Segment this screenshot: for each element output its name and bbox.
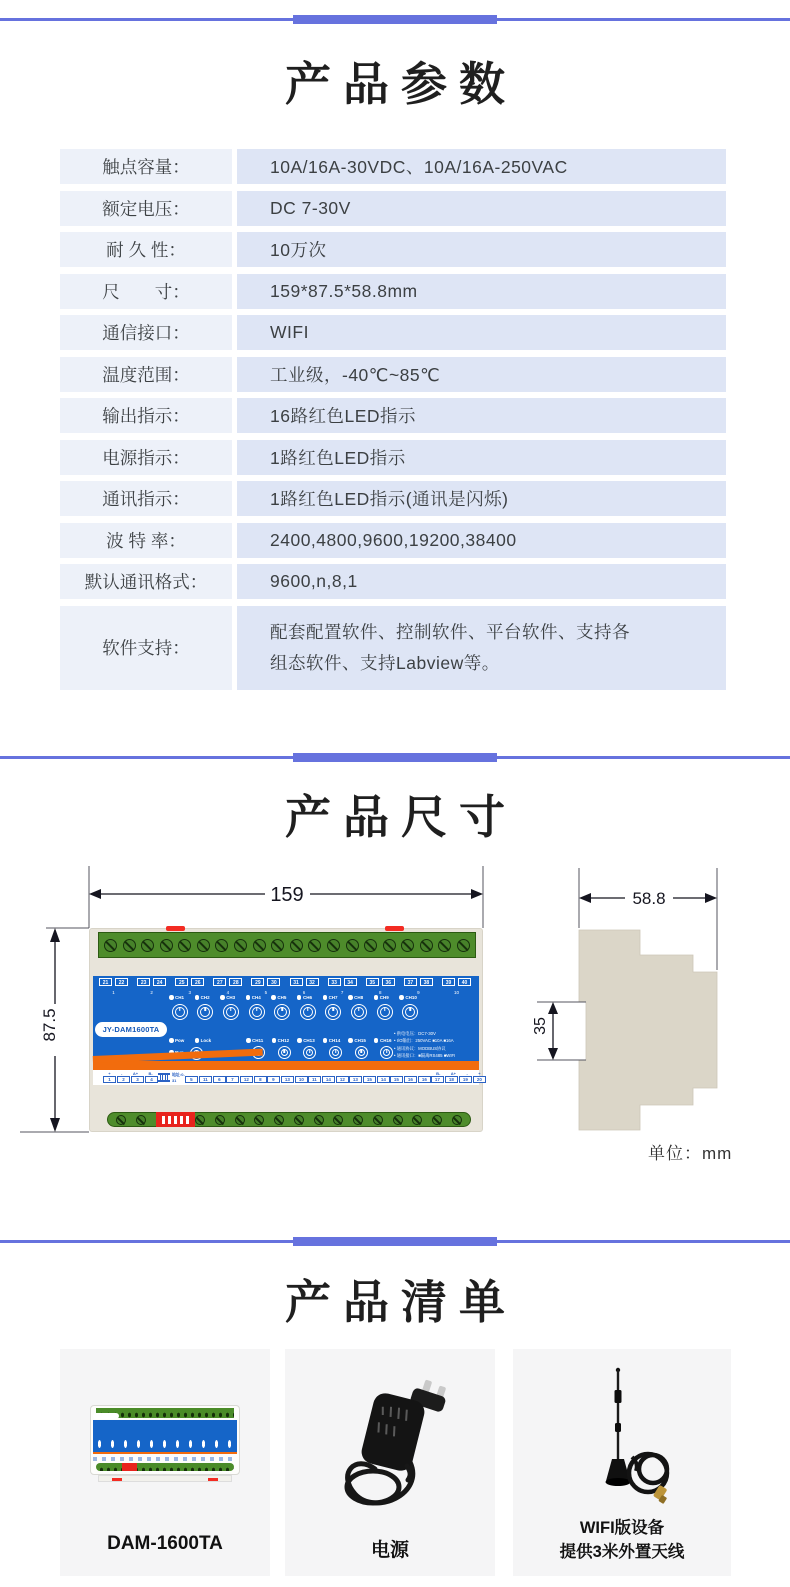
side-width-label: 58.8 [632,889,666,908]
channel-led [271,995,297,1000]
spec-row-value-text: 10万次 [270,240,327,260]
led-label: CH10 [405,995,417,1000]
channel-led [169,995,195,1000]
terminal-number: 18 [445,1076,458,1083]
relay-group-number: 8 [379,990,382,995]
terminal-pair [137,978,166,995]
spec-row [60,606,726,690]
spec-row-label: 波 特 率： [60,523,232,558]
terminal-number: 23 [137,978,150,986]
channel-led [348,995,374,1000]
screw-icon [215,1115,225,1125]
spec-row-value-text: 工业级，-40℃~85℃ [270,364,441,385]
terminal-number: 39 [442,978,455,986]
spec-row-value-text: 159*87.5*58.8mm [270,280,418,301]
screw-icon [452,1115,462,1125]
channel-led [220,995,246,1000]
channel-button-row-bottom [246,1046,400,1059]
led-label: CH3 [226,995,236,1000]
led-dot-icon [399,995,404,1000]
info-line: • 供电电压：DC7-30V [394,1031,436,1036]
led-dot-icon [374,995,379,1000]
terminal-polarity-label: A+ [132,1071,139,1076]
terminal-number: 14 [322,1076,335,1083]
led-dot-icon [348,995,353,1000]
spec-row-value [237,564,726,599]
terminal-number: 26 [191,978,204,986]
led-label: CH7 [328,995,338,1000]
spec-row-value [237,481,726,516]
terminal-pair [213,978,242,995]
led-dot-icon [323,995,328,1000]
side-rail-label: 35 [532,1017,549,1035]
terminal-number: 24 [153,978,166,986]
terminal-polarity-label: + [108,1071,111,1076]
terminal-number: 13 [281,1076,294,1083]
spec-row-value-text: 16路红色LED指示 [270,406,417,426]
spec-row [60,481,726,516]
terminal-number: 21 [99,978,112,986]
spec-info-block [394,1030,478,1059]
terminal-polarity-label: B- [436,1071,441,1076]
led-dot-icon [348,1038,353,1043]
channel-led [348,1038,374,1043]
channel-led [272,1038,298,1043]
screw-icon [136,1115,146,1125]
terminal-number: 5 [185,1076,198,1083]
led-dot-icon [246,1038,251,1043]
spec-row-value [237,440,726,475]
dip-switch-icon [156,1112,195,1127]
dip-switch-icon [158,1073,170,1082]
spec-row [60,274,726,309]
channel-led [374,995,400,1000]
spec-row [60,357,726,392]
channel-led [246,1038,272,1043]
led-dot-icon [169,1038,174,1043]
led-label: CH4 [251,995,261,1000]
led-dot-icon [272,1038,277,1043]
front-panel [93,976,479,1062]
led-dot-icon [297,995,302,1000]
product-name-line1: WIFI版设备 [579,1519,665,1537]
info-line: • 通讯协议：MODBUS协议 [394,1045,446,1051]
screw-icon [373,1115,383,1125]
terminal-number: 7 [226,1076,239,1083]
power-button-icon [303,1046,316,1059]
led-label: CH2 [200,995,210,1000]
terminal-number: 16 [418,1076,431,1083]
power-button-icon [223,1004,239,1020]
spec-row-value [237,398,726,433]
screw-icon [141,939,154,952]
led-dot-icon [323,1038,328,1043]
screw-icon [254,1115,264,1125]
led-dot-icon [195,1038,200,1043]
terminal-number: 14 [377,1076,390,1083]
terminal-pair [290,978,319,995]
terminal-number: 12 [240,1076,253,1083]
terminal-number: 13 [349,1076,362,1083]
power-button-icon [351,1004,367,1020]
relay-group-number: 3 [188,990,191,995]
led-dot-icon [195,995,200,1000]
spec-row-value [237,232,726,267]
terminal-pair [99,978,128,995]
section-divider [0,18,790,21]
led-label: Lock [200,1038,212,1043]
front-height-label: 87.5 [40,1008,59,1042]
screw-icon [327,939,340,952]
model-label: JY-DAM1600TA [95,1022,167,1037]
screw-icon [383,939,396,952]
led-label: CH12 [277,1038,290,1043]
button-slot [193,1004,219,1020]
button-slot [348,1046,374,1059]
terminal-pair [442,978,471,995]
button-slot [269,1004,295,1020]
button-slot [218,1004,244,1020]
spec-row-value-text: WIFI [270,322,309,342]
product-name: 电源 [370,1540,409,1561]
led-label: CH8 [354,995,364,1000]
spec-row [60,398,726,433]
relay-group-number: 10 [453,990,459,995]
power-button-icon [377,1004,393,1020]
product-card-antenna [513,1349,731,1576]
terminal-polarity-label: A+ [450,1071,457,1076]
spec-row-label: 软件支持： [60,606,232,690]
led-label: CH11 [252,1038,264,1043]
divider-accent-bar [293,15,497,24]
screw-icon [234,939,247,952]
power-button-icon [197,1004,213,1020]
terminal-number: 40 [458,978,471,986]
terminal-number: 32 [306,978,319,986]
screw-icon [116,1115,126,1125]
screw-icon [412,1115,422,1125]
relay-group-number: 1 [112,990,115,995]
terminal-number: 6 [213,1076,226,1083]
terminal-label-strip [93,1070,482,1085]
screw-icon [438,939,451,952]
side-profile-shape [579,930,717,1130]
terminal-number: 37 [404,978,417,986]
page-title-params: 产品参数 [285,58,517,110]
screw-icon [178,939,191,952]
channel-button-row-top [167,1004,423,1020]
led-label: CH16 [379,1038,392,1043]
led-label: CH6 [302,995,312,1000]
terminal-group [390,1076,431,1083]
unit-label: 单位：mm [648,1144,733,1163]
product-card-module [60,1349,270,1576]
terminal-number: 16 [404,1076,417,1083]
screw-icon [314,1115,324,1125]
led-label: CH1 [175,995,185,1000]
relay-group-number: 5 [264,990,268,995]
channel-led [297,995,323,1000]
spec-row-label: 默认通讯格式： [60,564,232,599]
spec-row [60,564,726,599]
screw-icon [235,1115,245,1125]
terminal-number: 20 [473,1076,486,1083]
relay-group-number: 2 [150,990,153,995]
terminal-number: 17 [431,1076,444,1083]
device-front-view [89,928,483,1132]
button-slot [272,1046,298,1059]
terminal-number: 27 [213,978,226,986]
screw-icon [290,939,303,952]
terminal-number: 35 [366,978,379,986]
spec-row [60,191,726,226]
channel-led-row-bottom [246,1038,400,1043]
channel-led [195,995,221,1000]
power-button-icon [325,1004,341,1020]
channel-led [169,1038,195,1043]
spec-row-label: 输出指示： [60,398,232,433]
terminal-group [431,1071,486,1083]
power-button-icon [249,1004,265,1020]
screw-icon [420,939,433,952]
screw-icon [353,1115,363,1125]
terminal-number: 38 [420,978,433,986]
screw-icon [401,939,414,952]
spec-row-value [237,274,726,309]
spec-row-value [237,523,726,558]
terminal-number: 15 [390,1076,403,1083]
relay-group-number: 7 [340,990,344,995]
channel-led [323,1038,349,1043]
spec-row-value-text: 2400,4800,9600,19200,38400 [270,529,517,550]
spec-row-value [237,191,726,226]
button-slot [167,1004,193,1020]
button-slot [397,1004,423,1020]
terminal-number: 19 [459,1076,472,1083]
side-view-drawing [525,858,765,1168]
spec-row-value [237,149,726,184]
spec-row-label: 电源指示： [60,440,232,475]
terminal-number: 2 [117,1076,130,1083]
product-card-power [285,1349,495,1576]
terminal-number: 30 [267,978,280,986]
terminal-polarity-label: + [478,1071,481,1076]
page-title-dimensions: 产品尺寸 [285,791,517,843]
terminal-number: 9 [267,1076,280,1083]
divider-accent-bar [293,753,497,762]
terminal-number: 33 [328,978,341,986]
terminal-group [308,1076,349,1083]
din-clip-icon [385,926,404,931]
led-label: CH5 [277,995,287,1000]
button-slot [372,1004,398,1020]
button-slot [321,1004,347,1020]
screw-icon [346,939,359,952]
spec-row-label: 温度范围： [60,357,232,392]
terminal-pair [251,978,280,995]
terminal-group [349,1076,390,1083]
product-name: DAM-1600TA [107,1533,223,1554]
button-slot [323,1046,349,1059]
spec-row-value [237,357,726,392]
power-button-icon [278,1046,291,1059]
spec-row [60,440,726,475]
terminal-polarity-label: B- [148,1071,153,1076]
spec-row [60,232,726,267]
relay-group-number: 4 [226,990,230,995]
spec-row [60,315,726,350]
power-button-icon [274,1004,290,1020]
terminal-number: 1 [103,1076,116,1083]
spec-table [60,149,726,696]
relay-group-number: 9 [417,990,420,995]
spec-row-label: 额定电压： [60,191,232,226]
power-button-icon [380,1046,393,1059]
product-name-line2: 提供3米外置天线 [559,1542,685,1561]
screw-icon [308,939,321,952]
led-label: CH14 [328,1038,341,1043]
spec-row-value-text: DC 7-30V [270,197,351,218]
channel-led-row-top [169,995,425,1000]
status-led-row [169,1038,220,1043]
button-slot [244,1004,270,1020]
terminal-group [226,1076,267,1083]
din-clip-icon [166,926,185,931]
screw-icon [123,939,136,952]
terminal-number: 25 [175,978,188,986]
product-name [513,1517,731,1565]
relay-group-number: 6 [302,990,306,995]
address-label: 地址:0-31 [171,1072,185,1083]
terminal-number: 22 [115,978,128,986]
spec-row-value-text: 1路红色LED指示(通讯是闪烁) [270,489,509,509]
channel-led [323,995,349,1000]
power-button-icon [355,1046,368,1059]
screw-icon [274,1115,284,1125]
led-dot-icon [374,1038,379,1043]
screw-icon [160,939,173,952]
spec-row [60,149,726,184]
power-button-icon [402,1004,418,1020]
power-adapter-photo [315,1374,465,1524]
terminal-pair [328,978,357,995]
terminal-pair [404,978,433,995]
screw-icon [197,939,210,952]
terminal-pair [175,978,204,995]
screw-icon [457,939,470,952]
section-divider [0,756,790,759]
terminal-number: 8 [254,1076,267,1083]
power-button-icon [172,1004,188,1020]
terminal-number: 31 [290,978,303,986]
spec-row-label: 触点容量： [60,149,232,184]
wifi-antenna-photo [552,1365,692,1515]
terminal-number: 28 [229,978,242,986]
terminal-block-top [98,932,476,958]
led-dot-icon [271,995,276,1000]
led-dot-icon [246,995,251,1000]
spec-row-value-text: 1路红色LED指示 [270,447,406,468]
page-title-list: 产品清单 [285,1276,517,1328]
section-divider [0,1240,790,1243]
address-dip-group [158,1072,185,1083]
screw-icon [364,939,377,952]
screw-icon [393,1115,403,1125]
power-button-icon [329,1046,342,1059]
terminal-number: 36 [382,978,395,986]
info-line: • 通讯接口：■隔离RS485 ■WIFI [394,1052,456,1058]
channel-led [297,1038,323,1043]
spec-row-label: 通讯指示： [60,481,232,516]
screw-icon [195,1115,205,1125]
spec-row-value [237,315,726,350]
spec-row-label: 尺 寸： [60,274,232,309]
led-label: Pow [175,1038,185,1043]
spec-row-value [237,606,726,690]
channel-led [195,1038,221,1043]
spec-row-value-text: 配套配置软件、控制软件、平台软件、支持各组态软件、支持Labview等。 [270,621,630,673]
divider-accent-bar [293,1237,497,1246]
module-photo [90,1401,240,1485]
led-dot-icon [169,995,174,1000]
led-label: CH15 [354,1038,366,1043]
terminal-number: 12 [336,1076,349,1083]
terminal-group [185,1076,226,1083]
screw-icon [253,939,266,952]
spec-row-label: 通信接口： [60,315,232,350]
terminal-group [103,1071,158,1083]
button-slot [295,1004,321,1020]
terminal-number: 3 [131,1076,144,1083]
orange-stripe [93,1061,479,1070]
terminal-group [267,1076,308,1083]
terminal-number: 10 [295,1076,308,1083]
power-button-icon [300,1004,316,1020]
led-label: CH9 [379,995,389,1000]
screw-icon [271,939,284,952]
terminal-number-row [99,978,471,995]
button-slot [346,1004,372,1020]
front-width-label: 159 [270,884,304,906]
screw-icon [104,939,117,952]
channel-led [399,995,425,1000]
button-slot [297,1046,323,1059]
terminal-pair [366,978,395,995]
terminal-number: 15 [363,1076,376,1083]
screw-icon [432,1115,442,1125]
channel-led [246,995,272,1000]
spec-row-value-text: 10A/16A-30VDC、10A/16A-250VAC [270,157,568,177]
terminal-number: 34 [344,978,357,986]
spec-row-value-text: 9600,n,8,1 [270,571,358,591]
terminal-number: 11 [199,1076,212,1083]
screw-icon [333,1115,343,1125]
terminal-number: 29 [251,978,264,986]
screw-icon [294,1115,304,1125]
spec-row-label: 耐 久 性： [60,232,232,267]
terminal-number: 4 [145,1076,158,1083]
spec-row [60,523,726,558]
screw-icon [215,939,228,952]
led-dot-icon [220,995,225,1000]
terminal-polarity-label: - [121,1071,123,1076]
terminal-number: 11 [308,1076,321,1083]
led-dot-icon [297,1038,302,1043]
info-line: • I/O输出：250VAC ■10A ■16A [394,1038,454,1044]
led-label: CH13 [303,1038,315,1043]
terminal-polarity-label: - [466,1071,468,1076]
